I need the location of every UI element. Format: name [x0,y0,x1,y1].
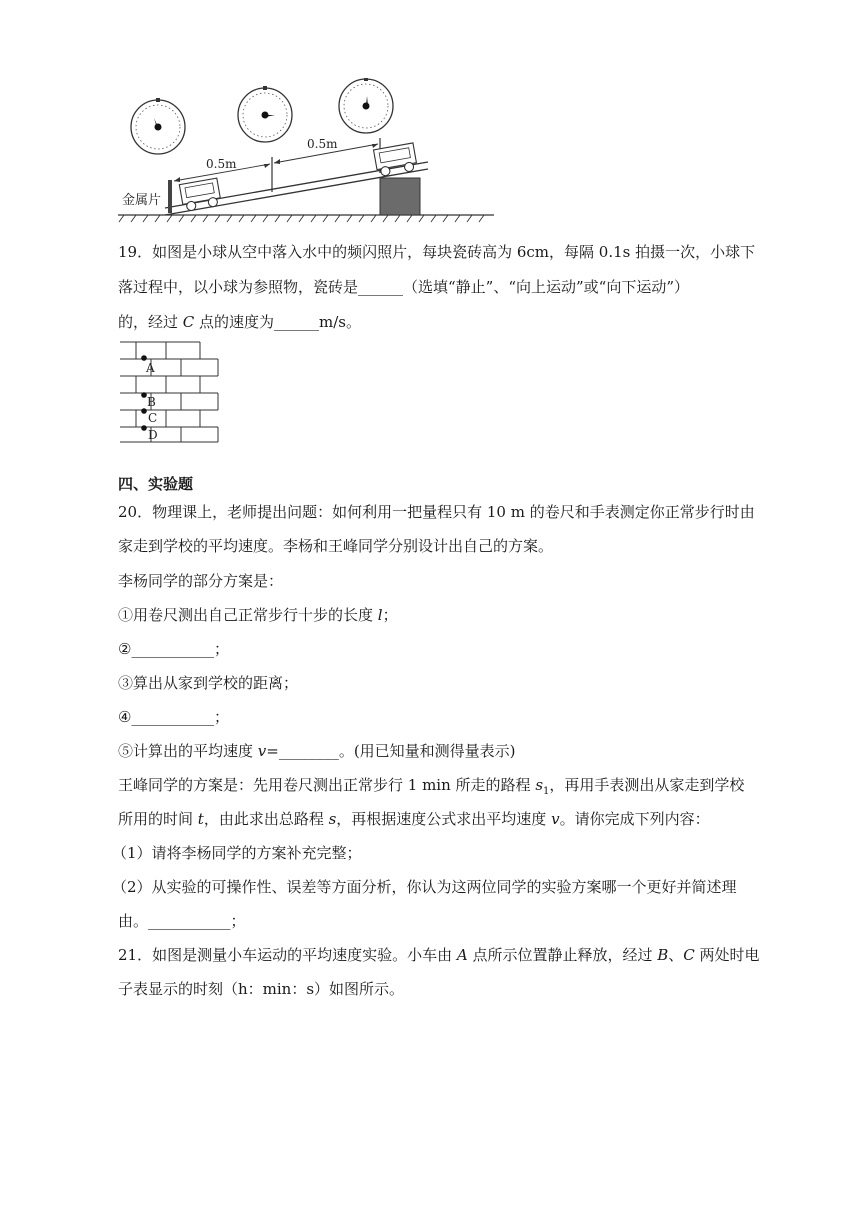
text: ⑤计算出的平均速度 [118,742,258,760]
support-block [380,178,420,215]
subscript: 1 [543,786,550,797]
distance-label-1: 0.5m [206,157,237,171]
incline-experiment-figure [110,78,500,224]
q20-step-5 [118,741,516,761]
text: 点所示位置静止释放，经过 [467,946,658,964]
q20-step-1 [118,605,398,625]
var-t: t [197,810,204,828]
var-b: B [657,946,669,964]
text: ，由此求出总路程 [203,810,329,828]
text: 王峰同学的方案是：先用卷尺测出正常步行 1 min 所走的路程 [118,776,536,794]
q21-line-1 [118,945,760,965]
var-s1: s [535,776,544,794]
q20-sub-2-line-2: 由。___________； [118,912,246,930]
var-l: l [377,606,383,624]
var-v: v [257,742,267,760]
q20-step-2: ②___________； [118,640,229,658]
point-label-a: A [146,361,155,375]
q20-step-4: ④___________； [118,708,229,726]
clock-icon-1 [131,98,185,154]
clock-icon-3 [339,78,393,133]
metal-plate-label: 金属片 [122,193,162,208]
q20-line-1: 20．物理课上，老师提出问题：如何利用一把量程只有 10 m 的卷尺和手表测定你正常步行时由 [118,503,755,521]
point-label-b: B [147,395,156,409]
point-label-c: C [148,411,158,425]
brick-wall-figure [118,340,222,444]
text: 、 [668,946,684,964]
text: ； [382,606,398,624]
clock-icon-2 [238,86,292,142]
text: =________。(用已知量和测得量表示) [266,742,516,760]
metal-plate [168,180,172,213]
q20-line-2: 家走到学校的平均速度。李杨和王峰同学分别设计出自己的方案。 [118,537,554,555]
q19-line-2: 落过程中，以小球为参照物，瓷砖是______（选填“静止”、“向上运动”或“向下运动”） [118,278,690,296]
text: 的，经过 [118,313,183,331]
var-a: A [456,946,468,964]
q19-line-3 [118,312,361,332]
q20-step-3: ③算出从家到学校的距离； [118,674,299,692]
text: 两处时电 [694,946,760,964]
q21-line-2: 子表显示的时刻（h：min：s）如图所示。 [118,980,405,998]
q20-wang-line-1 [118,775,744,802]
var-s: s [328,810,337,828]
text: ，再根据速度公式求出平均速度 [336,810,552,828]
text: 21．如图是测量小车运动的平均速度实验。小车由 [118,946,457,964]
var-v: v [551,810,560,828]
point-label-d: D [148,428,158,442]
text: ①用卷尺测出自己正常步行十步的长度 [118,606,378,624]
distance-label-2: 0.5m [307,137,338,151]
text: 所用的时间 [118,810,198,828]
text: 点的速度为______m/s。 [194,313,362,331]
q20-line-3: 李杨同学的部分方案是： [118,572,284,590]
q20-sub-1: （1）请将李杨同学的方案补充完整； [112,844,362,862]
text: ，再用手表测出从家走到学校 [549,776,745,794]
q19-line-1: 19．如图是小球从空中落入水中的频闪照片，每块瓷砖高为 6cm，每隔 0.1s 拍摄一次，小球下 [118,243,756,261]
var-c: C [182,313,195,331]
q20-sub-2-line-1: （2）从实验的可操作性、误差等方面分析，你认为这两位同学的实验方案哪一个更好并简述理 [112,878,737,896]
text: 。请你完成下列内容： [559,810,710,828]
section-heading-experiment: 四、实验题 [118,475,194,493]
var-c: C [683,946,695,964]
q20-wang-line-2 [118,809,710,829]
